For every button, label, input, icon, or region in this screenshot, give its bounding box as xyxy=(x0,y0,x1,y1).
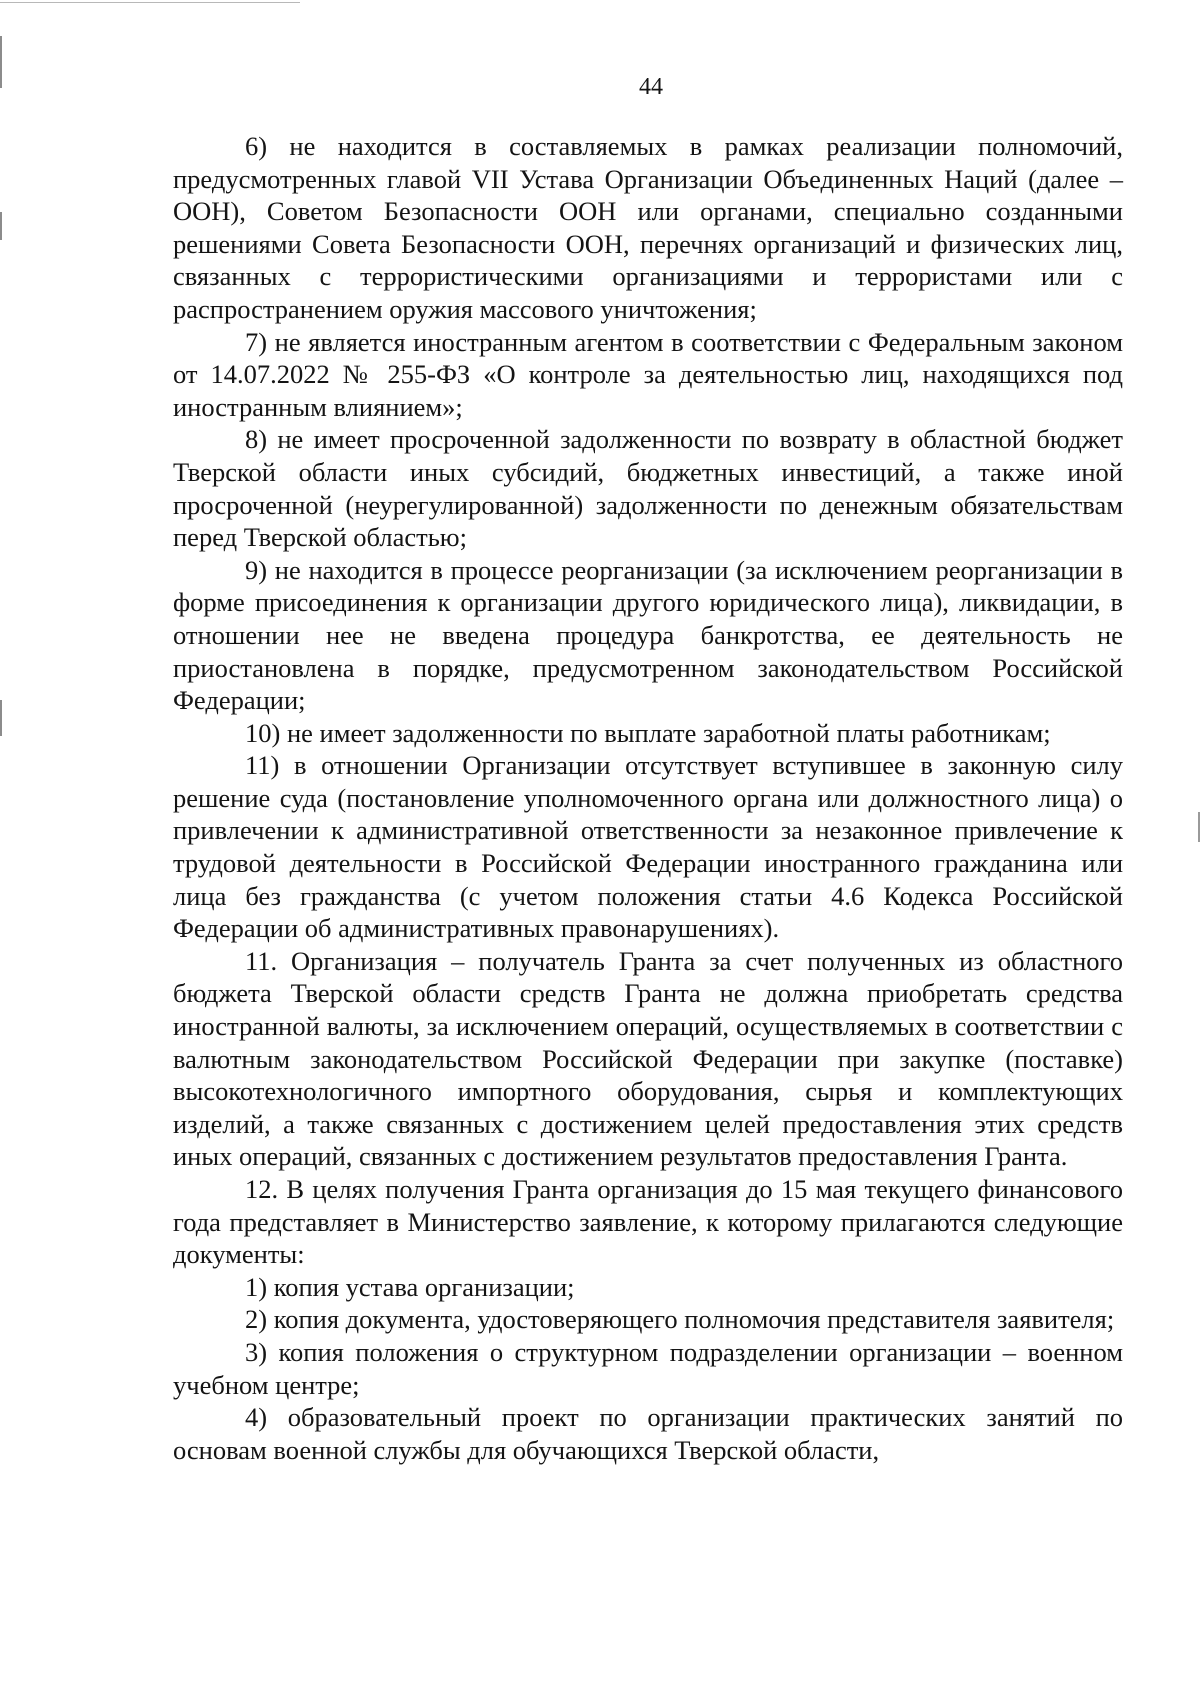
page-number: 44 xyxy=(639,74,663,100)
paragraph-item-11: 11) в отношении Организации отсутствует вступившее в законную силу решение суда (постановление уполномоченного органа или должностного лица) о привлечении к административной ответственности за незаконное привлечение к трудовой деятельности в Российской Федерации иностранного гражданина или лица без гражданства (с учетом положения статьи 4.6 Кодекса Российской Федерации об административных правонарушениях). xyxy=(173,750,1123,944)
paragraph-document-3: 3) копия положения о структурном подразделении организации – военном учебном центре; xyxy=(173,1336,1123,1400)
scan-artifact-left-edge xyxy=(0,700,2,736)
paragraph-item-6: 6) не находится в составляемых в рамках реализации полномочий, предусмотренных главой VII Устава Организации Объединенных Наций (далее – ООН), Советом Безопасности ООН или органами, специально созданными решениями Совета Безопасности ООН, перечнях организаций и физических лиц, связанных с террористическими организациями и террористами или с распространением оружия массового уничтожения; xyxy=(173,131,1123,324)
scan-artifact-top-line xyxy=(0,2,300,3)
paragraph-item-10: 10) не имеет задолженности по выплате заработной платы работникам; xyxy=(245,717,1051,748)
paragraph-item-7: 7) не является иностранным агентом в соответствии с Федеральным законом от 14.07.2022 № 255-ФЗ «О контроле за деятельностью лиц, находящихся под иностранным влиянием»; xyxy=(173,326,1123,422)
paragraph-item-8: 8) не имеет просроченной задолженности по возврату в областной бюджет Тверской области иных субсидий, бюджетных инвестиций, а также иной просроченной (неурегулированной) задолженности по денежным обязательствам перед Тверской областью; xyxy=(173,424,1123,553)
paragraph-clause-11: 11. Организация – получатель Гранта за счет полученных из областного бюджета Тверской области средств Гранта не должна приобретать средства иностранной валюты, за исключением операций, осуществляемых в соответствии с валютным законодательством Российской Федерации при закупке (поставке) высокотехнологичного импортного оборудования, сырья и комплектующих изделий, а также связанных с достижением целей предоставления этих средств иных операций, связанных с достижением результатов предоставления Гранта. xyxy=(173,945,1123,1172)
paragraph-item-9: 9) не находится в процессе реорганизации (за исключением реорганизации в форме присоединения к организации другого юридического лица), ликвидации, в отношении нее не введена процедура банкротства, ее деятельность не приостановлена в порядке, предусмотренном законодательством Российской Федерации; xyxy=(173,554,1123,716)
document-body xyxy=(173,130,1123,1466)
paragraph-document-4: 4) образовательный проект по организации практических занятий по основам военной службы для обучающихся Тверской области, xyxy=(173,1402,1123,1465)
scan-artifact-left-edge xyxy=(0,212,2,240)
paragraph-document-2: 2) копия документа, удостоверяющего полномочия представителя заявителя; xyxy=(245,1304,1115,1335)
paragraph-clause-12: 12. В целях получения Гранта организация до 15 мая текущего финансового года представляет в Министерство заявление, к которому прилагаются следующие документы: xyxy=(173,1174,1123,1270)
paragraph-document-1: 1) копия устава организации; xyxy=(245,1271,575,1302)
